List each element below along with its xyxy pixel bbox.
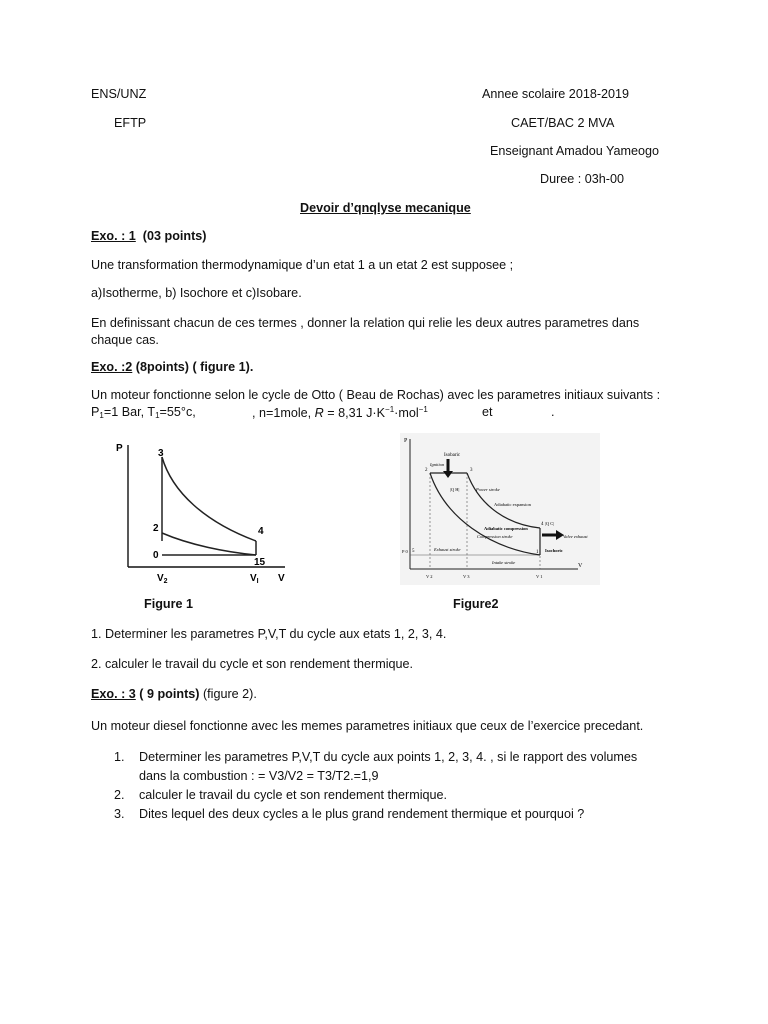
exo3-points: ( 9 points) bbox=[139, 687, 200, 701]
fig1-point-3: 3 bbox=[158, 448, 164, 459]
exo3-item-2-number: 2. bbox=[114, 788, 125, 802]
fig1-v-label: V bbox=[278, 573, 285, 584]
fig2-adiabatic-exp-label: Adiabatic expansion bbox=[494, 502, 531, 507]
fig2-point-3: 3 bbox=[470, 468, 473, 473]
fig2-v-label: V bbox=[578, 563, 583, 569]
fig2-isochoric-label: Isochoric bbox=[545, 548, 563, 553]
fig2-v3-label: V 3 bbox=[463, 574, 470, 579]
fig2-point-1: 1 bbox=[536, 550, 539, 555]
fig2-compression-label: Compression stroke bbox=[477, 534, 513, 539]
figure-2-diagram bbox=[400, 433, 600, 585]
fig2-point-2: 2 bbox=[425, 468, 428, 473]
figure-1-caption: Figure 1 bbox=[144, 597, 193, 611]
exam-duration: Duree : 03h-00 bbox=[540, 172, 625, 186]
fig2-exhaust-label: Exhaust stroke bbox=[434, 547, 461, 552]
exo1-paragraph-1: Une transformation thermodynamique d’un etat 1 a un etat 2 est supposee ; bbox=[91, 258, 514, 272]
fig2-p-label: P bbox=[404, 438, 408, 444]
exo1-paragraph-3: En definissant chacun de ces termes , donner la relation qui relie les deux autres parametres dans chaque cas. bbox=[91, 316, 640, 347]
fig2-v2-label: V 2 bbox=[426, 574, 433, 579]
fig2-ignition-label: Ignition bbox=[430, 462, 445, 467]
exo2-params-b: , n=1mole, R = 8,31 $J\cdot K^{-1}\cdot mol^{-1}$ bbox=[252, 405, 428, 420]
figure-2-caption: Figure2 bbox=[453, 597, 499, 611]
class-name: CAET/BAC 2 MVA bbox=[511, 116, 615, 130]
figure-1-diagram bbox=[110, 437, 300, 587]
exo2-intro: Un moteur fonctionne selon le cycle de Otto ( Beau de Rochas) avec les parametres initiaux suivants : bbox=[91, 388, 661, 402]
exo3-item-1-number: 1. bbox=[114, 750, 125, 764]
fig1-point-2: 2 bbox=[153, 523, 159, 534]
fig2-adiabatic-comp-label: Adiabatic compression bbox=[484, 526, 528, 531]
exo3-item-1-text-cont: dans la combustion : = V3/V2 = T3/T2.=1,9 bbox=[139, 769, 379, 783]
exo3-item-1-text: Determiner les parametres P,V,T du cycle aux points 1, 2, 3, 4. , si le rapport des volumes bbox=[139, 750, 638, 764]
exo3-figure-ref: (figure 2). bbox=[202, 687, 257, 701]
exo3-item-3-text: Dites lequel des deux cycles a le plus grand rendement thermique et pourquoi ? bbox=[139, 807, 585, 821]
exo2-dot: . bbox=[551, 405, 555, 419]
fig1-compression-curve bbox=[162, 533, 256, 555]
exo2-params-a: $P_1=1$ Bar, T1=55°c, bbox=[91, 405, 196, 420]
exo3-item-2-text: calculer le travail du cycle et son rendement thermique. bbox=[139, 788, 447, 802]
exo3-heading: Exo. : 3 bbox=[91, 687, 136, 701]
fig1-point-0: 0 bbox=[153, 550, 159, 561]
fig2-v1-label: V 1 bbox=[536, 574, 543, 579]
fig1-v2-label: $V_2$ bbox=[157, 573, 168, 585]
exo2-question-1: 1. Determiner les parametres P,V,T du cycle aux etats 1, 2, 3, 4. bbox=[91, 627, 447, 641]
exo1-heading: Exo. : 1 bbox=[91, 229, 136, 243]
exo2-points: (8points) ( figure 1). bbox=[135, 360, 254, 374]
school-year: Annee scolaire 2018-2019 bbox=[482, 87, 630, 101]
fig2-p0-label: P 0 bbox=[402, 549, 408, 554]
school-name: ENS/UNZ bbox=[91, 87, 147, 101]
fig2-isobaric-label: Isobaric bbox=[444, 453, 461, 458]
exo1-paragraph-2: a)Isotherme, b) Isochore et c)Isobare. bbox=[91, 286, 302, 300]
exo3-item-3-number: 3. bbox=[114, 807, 125, 821]
fig1-point-4: 4 bbox=[258, 526, 264, 537]
fig2-qc-label: |Q C| bbox=[545, 521, 555, 526]
fig1-expansion-curve bbox=[162, 457, 256, 541]
exo3-heading-line bbox=[91, 687, 257, 701]
exo3-intro: Un moteur diesel fonctionne avec les memes parametres initiaux que ceux de l’exercice precedant. bbox=[91, 719, 644, 733]
fig2-valve-label: Valve exhaust bbox=[563, 534, 588, 539]
exo1-heading-line bbox=[91, 229, 206, 243]
fig2-point-5: 5 bbox=[412, 549, 415, 554]
fig1-p-label: P bbox=[116, 443, 123, 454]
page-title: Devoir d’qnqlyse mecanique bbox=[300, 201, 471, 215]
exo2-heading: Exo. :2 bbox=[91, 360, 133, 374]
fig1-point-15: 15 bbox=[254, 557, 266, 568]
exo2-question-2: 2. calculer le travail du cycle et son rendement thermique. bbox=[91, 657, 414, 671]
teacher-name: Enseignant Amadou Yameogo bbox=[490, 144, 659, 158]
exo2-et: et bbox=[482, 405, 493, 419]
exo2-heading-line bbox=[91, 360, 253, 374]
fig2-intake-label: Intake stroke bbox=[492, 560, 516, 565]
fig2-power-label: Power stroke bbox=[476, 487, 500, 492]
fig2-point-4: 4 bbox=[541, 522, 544, 527]
exo1-points: (03 points) bbox=[142, 229, 207, 243]
fig2-qh-label: |Q H| bbox=[450, 487, 460, 492]
fig1-v1-label: $V_I$ bbox=[250, 573, 259, 585]
department: EFTP bbox=[114, 116, 147, 130]
